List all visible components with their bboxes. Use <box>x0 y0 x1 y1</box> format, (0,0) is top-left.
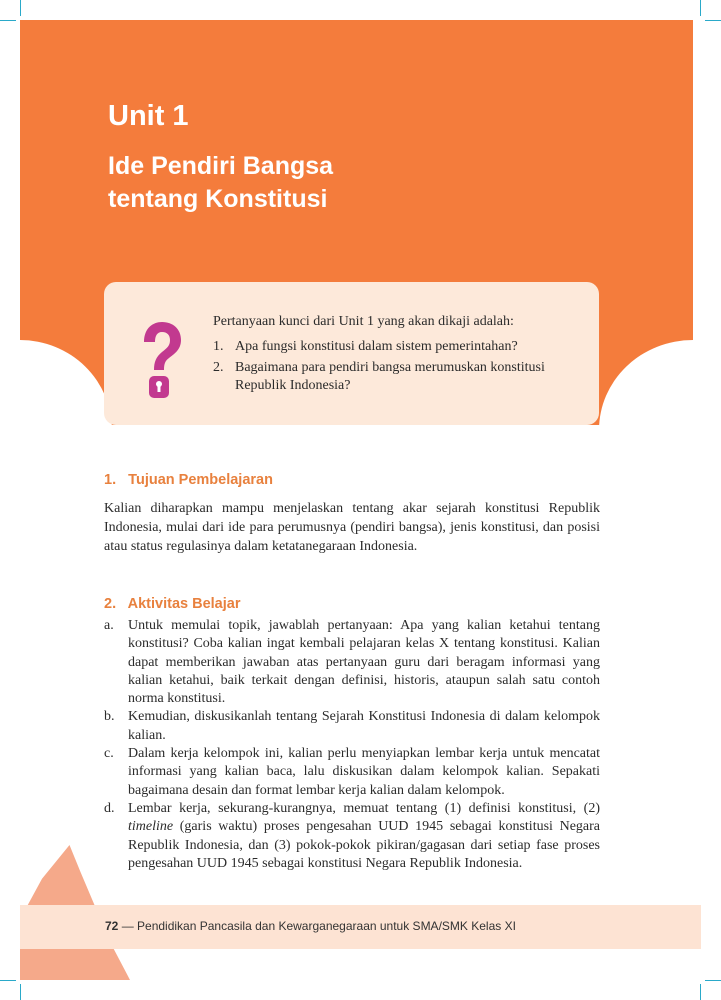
unit-title <box>108 150 528 216</box>
section-heading-aktivitas: 2. Aktivitas Belajar <box>104 596 241 612</box>
crop-mark <box>20 0 21 16</box>
list-text-part: Lembar kerja, sekurang-kurangnya, memuat tentang (1) definisi konstitusi, (2) <box>128 800 600 816</box>
page-footer <box>105 919 516 933</box>
crop-mark <box>0 20 16 21</box>
list-number: 2. <box>213 360 224 375</box>
key-questions-list <box>213 338 583 398</box>
list-letter: d. <box>104 800 115 816</box>
unit-label: Unit 1 <box>108 100 189 132</box>
list-text <box>128 800 600 873</box>
unit-title-line2: tentang Konstitusi <box>108 185 328 213</box>
list-text: Kemudian, diskusikanlah tentang Sejarah Konstitusi Indonesia di dalam kelompok kalian. <box>128 709 600 743</box>
unit-title-line1: Ide Pendiri Bangsa <box>108 152 334 180</box>
crop-mark <box>700 984 701 1000</box>
list-text-part: (garis waktu) proses pengesahan UUD 1945 sebagai konstitusi Negara Republik Indonesia, dan (3) pokok-pokok pikiran/gagasan dari setiap fase proses pengesahan UUD 1945 sebagai konstitusi Negara Republik Indonesia. <box>128 819 600 871</box>
list-text: Dalam kerja kelompok ini, kalian perlu menyiapkan lembar kerja untuk mencatat informasi yang kalian baca, lalu diskusikan dalam kelompok kalian. Sepakati bagaimana desain dan format lembar kerja kalian dalam kelompok. <box>128 746 600 798</box>
list-item <box>213 359 583 395</box>
list-number: 1. <box>213 339 224 354</box>
list-item <box>104 800 600 873</box>
list-item <box>104 745 600 800</box>
page-number: 72 <box>105 919 119 933</box>
list-item <box>104 708 600 745</box>
book-title: — Pendidikan Pancasila dan Kewarganegaraan untuk SMA/SMK Kelas XI <box>118 919 516 933</box>
section-heading-tujuan: 1. Tujuan Pembelajaran <box>104 472 273 488</box>
key-questions-intro: Pertanyaan kunci dari Unit 1 yang akan dikaji adalah: <box>213 314 514 329</box>
list-letter: b. <box>104 709 115 725</box>
list-text: Apa fungsi konstitusi dalam sistem pemerintahan? <box>235 339 518 354</box>
timeline-term: timeline <box>128 819 174 835</box>
question-mark-icon <box>138 320 184 404</box>
tujuan-paragraph: Kalian diharapkan mampu menjelaskan tentang akar sejarah konstitusi Republik Indonesia, mulai dari ide para perumusnya (pendiri bangsa), jenis konstitusi, dan posisi atau status regulasinya dalam ketatanegaraan Indonesia. <box>104 501 600 554</box>
list-letter: c. <box>104 746 114 762</box>
list-item <box>104 617 600 708</box>
list-letter: a. <box>104 618 114 633</box>
list-text: Bagaimana para pendiri bangsa merumuskan konstitusi Republik Indonesia? <box>235 360 545 393</box>
list-item <box>213 338 583 356</box>
crop-mark <box>705 20 721 21</box>
crop-mark <box>20 984 21 1000</box>
activity-list <box>104 617 600 873</box>
list-text: Untuk memulai topik, jawablah pertanyaan: Apa yang kalian ketahui tentang konstitusi? Coba kalian ingat kembali pelajaran kelas X tentang konstitusi. Kalian dapat memberikan jawaban atas pertanyaan guru dari beragam informasi yang kalian ketahui, baik terkait dengan definisi, historis, ataupun salah satu contoh norma konstitusi. <box>128 618 600 707</box>
crop-mark <box>0 980 16 981</box>
crop-mark <box>700 0 701 16</box>
crop-mark <box>705 980 721 981</box>
